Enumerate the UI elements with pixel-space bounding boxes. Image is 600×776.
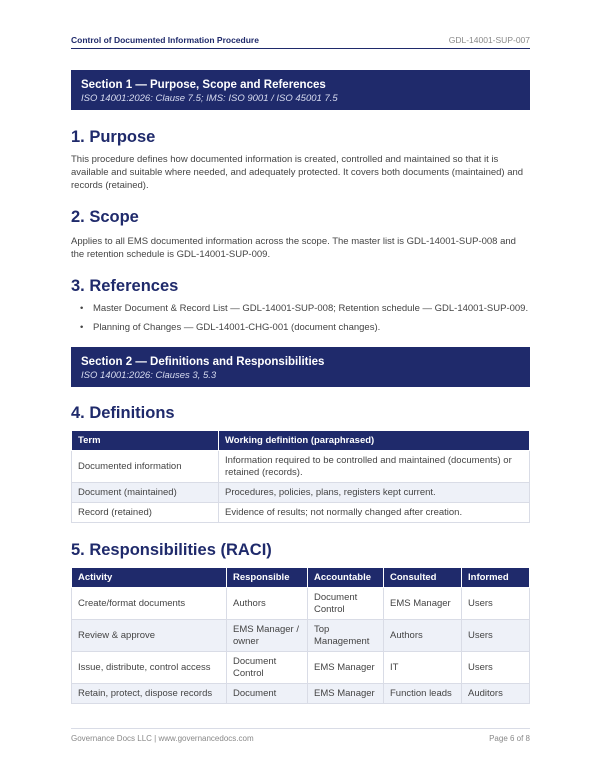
reference-item: • Master Document & Record List — GDL-14001-SUP-008; Retention schedule — GDL-14001-SUP-009. (80, 303, 529, 314)
scope-heading: 2. Scope (71, 208, 139, 226)
definitions-heading: 4. Definitions (71, 404, 175, 422)
definitions-table (71, 430, 530, 523)
page-header (71, 32, 530, 49)
raci-header-responsible: Responsible (227, 568, 308, 588)
raci-header-informed: Informed (462, 568, 530, 588)
table-row: Retain, protect, dispose records Document EMS Manager Function leads Auditors (72, 684, 530, 704)
raci-header-accountable: Accountable (308, 568, 384, 588)
definitions-header-definition: Working definition (paraphrased) (219, 431, 530, 451)
purpose-heading: 1. Purpose (71, 128, 156, 146)
reference-item: • Planning of Changes — GDL-14001-CHG-001 (document changes). (80, 322, 381, 333)
table-row: Record (retained) Evidence of results; not normally changed after creation. (72, 503, 530, 523)
table-row: Create/format documents Authors Document Control EMS Manager Users (72, 588, 530, 620)
table-row: Documented information Information required to be controlled and maintained (documents) or retained (records). (72, 451, 530, 483)
footer-page-number: Page 6 of 8 (489, 734, 530, 743)
raci-table (71, 567, 530, 704)
bullet-icon: • (80, 322, 84, 333)
table-row: Issue, distribute, control access Document Control EMS Manager IT Users (72, 652, 530, 684)
section-1-title: Section 1 — Purpose, Scope and References (81, 79, 326, 91)
header-doc-code: GDL-14001-SUP-007 (448, 35, 530, 45)
raci-header-activity: Activity (72, 568, 227, 588)
section-1-banner (71, 70, 530, 110)
section-2-title: Section 2 — Definitions and Responsibilities (81, 356, 325, 368)
footer-company: Governance Docs LLC | www.governancedocs.com (71, 734, 254, 743)
raci-header-consulted: Consulted (384, 568, 462, 588)
header-title: Control of Documented Information Procedure (71, 35, 259, 45)
scope-text: Applies to all EMS documented information across the scope. The master list is GDL-14001-SUP-008 and the retention schedule is GDL-14001-SUP-009. (71, 236, 516, 260)
purpose-text: This procedure defines how documented information is created, controlled and maintained so that it is available and suitable where needed, and adequately protected. It covers both documents (maintained) and records (retained). (71, 154, 524, 191)
section-2-banner (71, 347, 530, 387)
bullet-icon: • (80, 303, 84, 314)
references-heading: 3. References (71, 277, 179, 295)
section-1-subtitle: ISO 14001:2026: Clause 7.5; IMS: ISO 9001 / ISO 45001 7.5 (81, 93, 338, 104)
table-row: Document (maintained) Procedures, policies, plans, registers kept current. (72, 483, 530, 503)
section-2-subtitle: ISO 14001:2026: Clauses 3, 5.3 (81, 370, 217, 381)
definitions-header-term: Term (72, 431, 219, 451)
raci-heading: 5. Responsibilities (RACI) (71, 541, 272, 559)
references-list (71, 302, 530, 340)
page-footer (71, 728, 530, 743)
table-row: Review & approve EMS Manager / owner Top Management Authors Users (72, 620, 530, 652)
